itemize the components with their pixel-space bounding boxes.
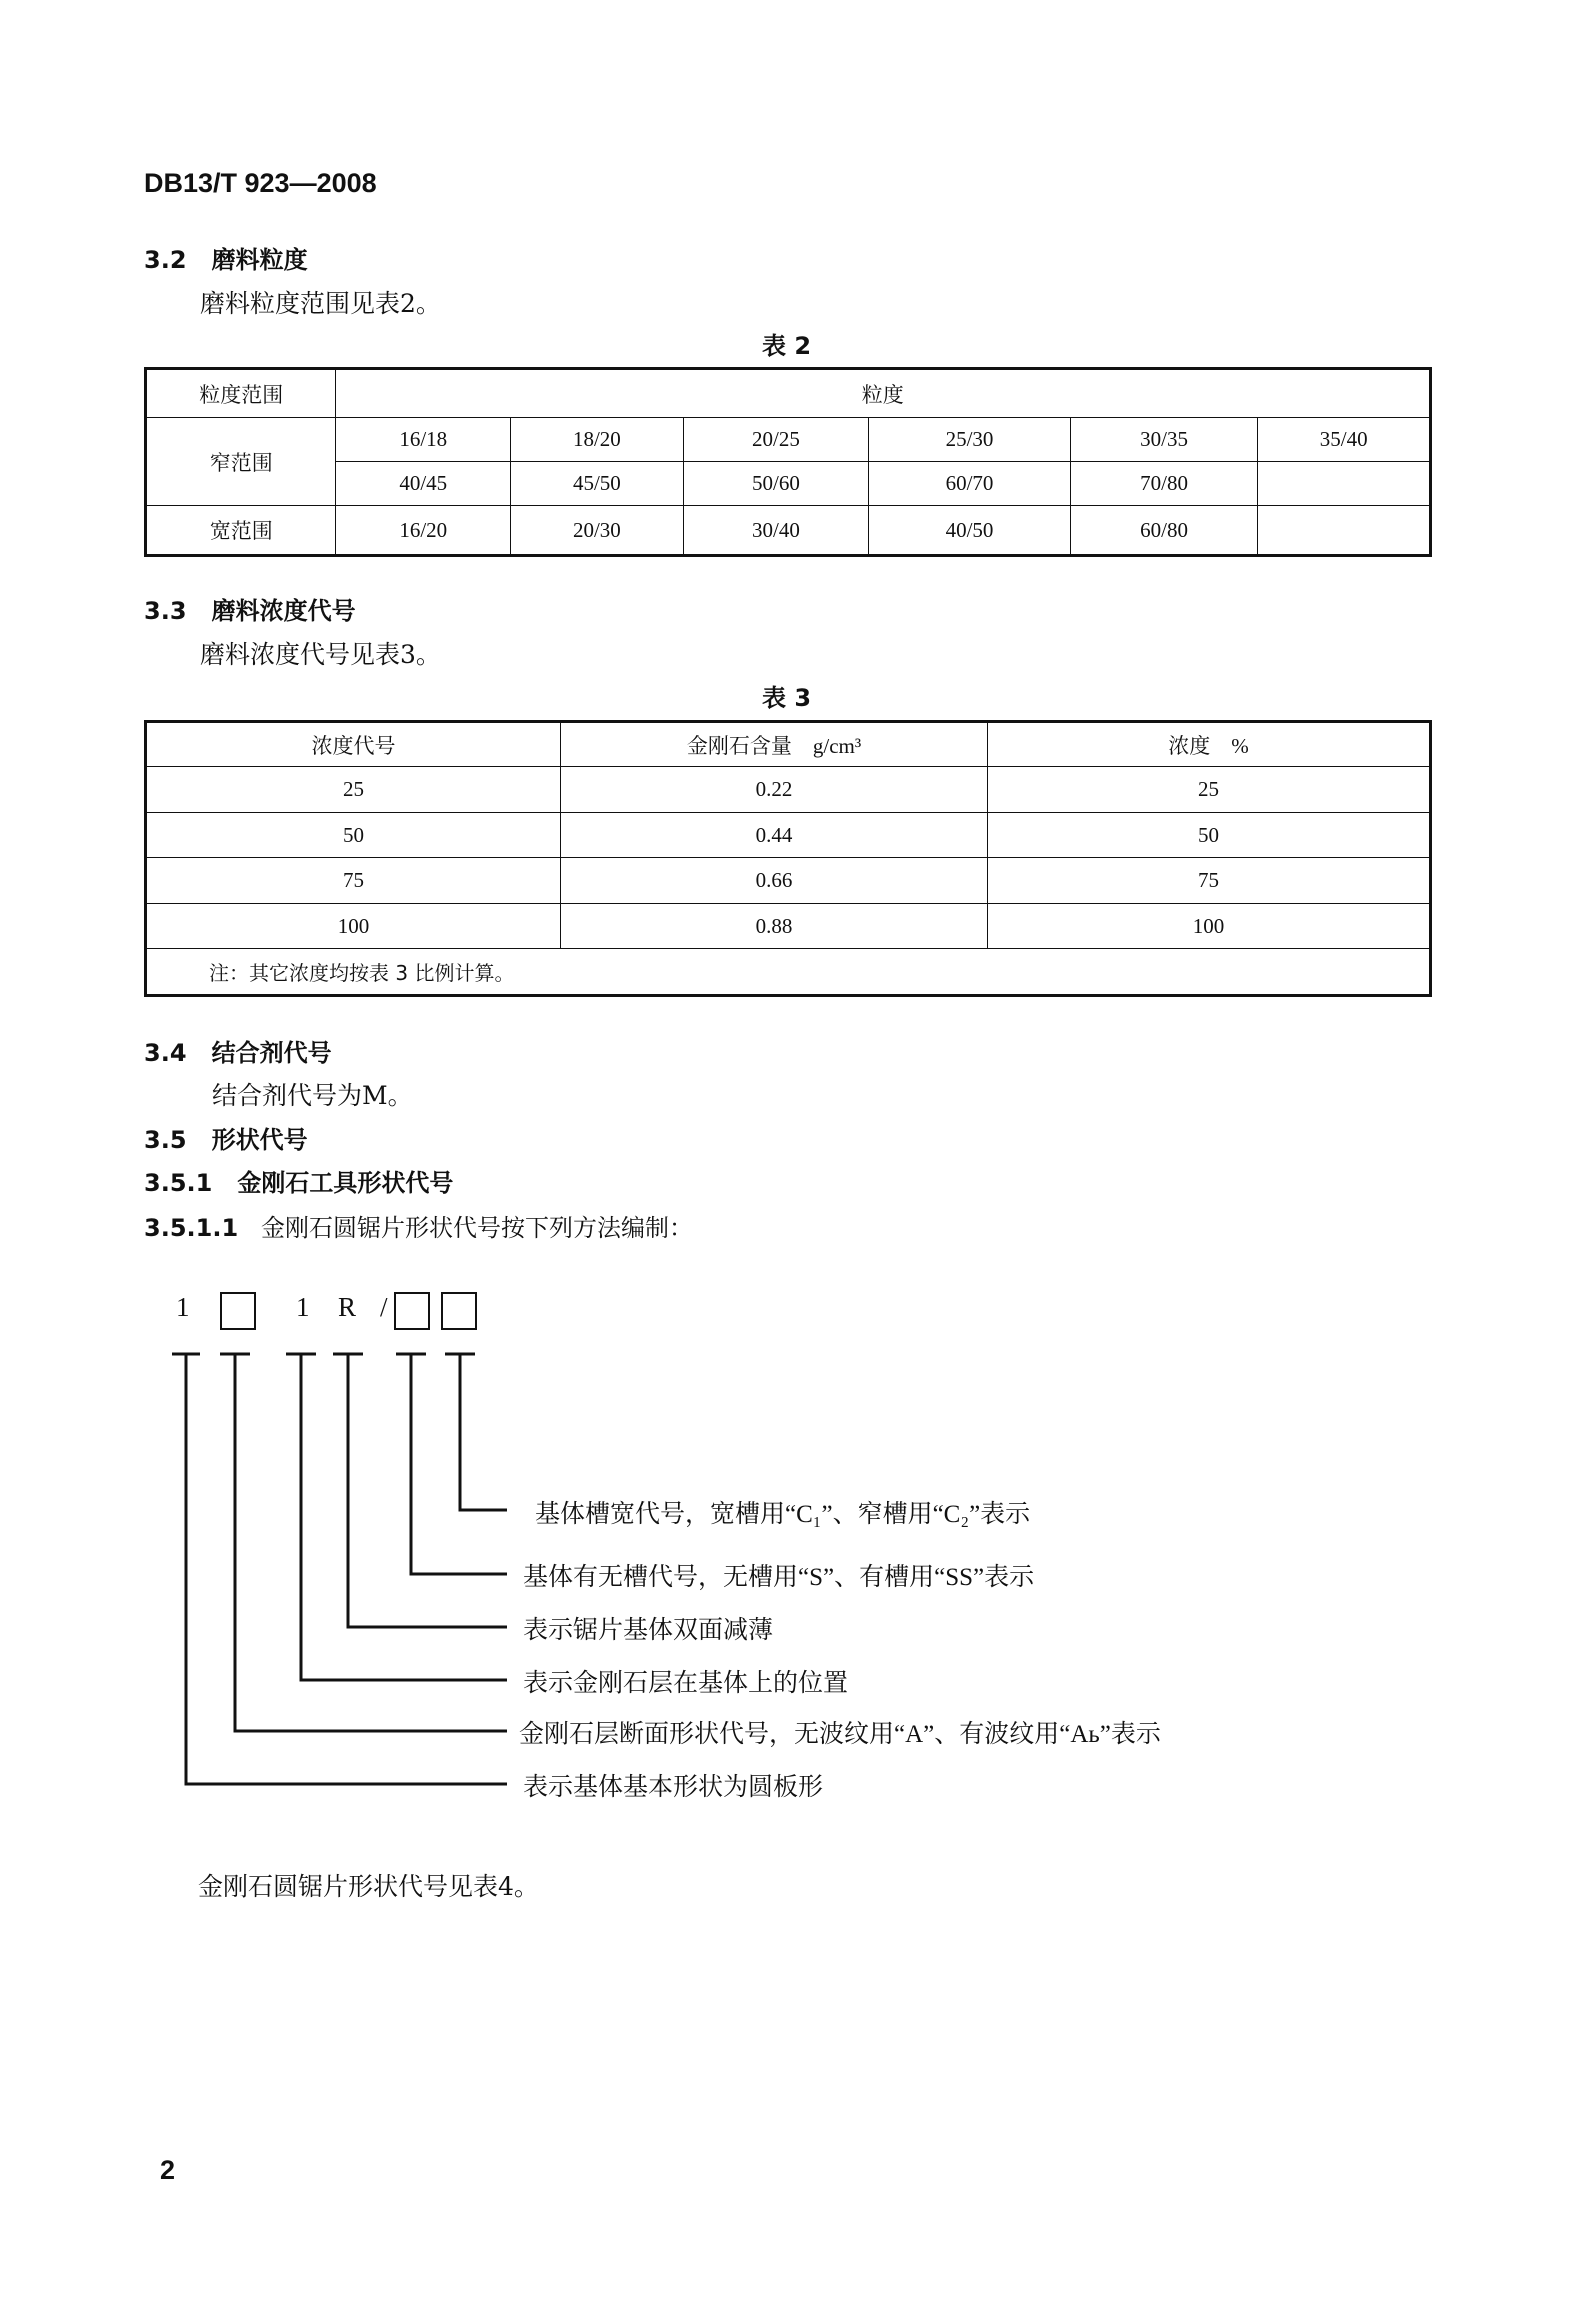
header-cell: 粒度范围 — [146, 369, 336, 418]
section-title: 结合剂代号 — [211, 1039, 332, 1067]
section-number: 3.5 — [144, 1126, 187, 1154]
cell: 20/30 — [511, 506, 684, 556]
diagram-label: 基体槽宽代号，宽槽用“C₁”、窄槽用“C₂”表示 — [535, 1501, 1031, 1528]
cell: 30/35 — [1070, 418, 1258, 462]
cell: 100 — [988, 904, 1431, 949]
cell: 75 — [146, 858, 561, 904]
section-title: 金刚石工具形状代号 — [237, 1169, 454, 1197]
cell: 25 — [146, 767, 561, 813]
cell: 0.22 — [561, 767, 988, 813]
document-id: DB13/T 923—2008 — [144, 168, 377, 198]
cell: 25 — [988, 767, 1431, 813]
row-label: 宽范围 — [146, 506, 336, 556]
connector-line — [172, 1354, 507, 1784]
cell: 60/70 — [869, 462, 1071, 506]
cell: 60/80 — [1070, 506, 1258, 556]
cell: 16/18 — [336, 418, 511, 462]
section-number: 3.2 — [144, 246, 187, 274]
cell: 45/50 — [511, 462, 684, 506]
cell: 75 — [988, 858, 1431, 904]
code-char-r: R — [338, 1292, 357, 1322]
cell: 16/20 — [336, 506, 511, 556]
code-char-1: 1 — [176, 1292, 190, 1322]
cell: 40/50 — [869, 506, 1071, 556]
cell: 25/30 — [869, 418, 1071, 462]
cell: 0.44 — [561, 813, 988, 858]
table3-caption: 表 3 — [762, 684, 812, 712]
connector-line — [220, 1354, 507, 1731]
cell: 50/60 — [683, 462, 869, 506]
connector-line — [396, 1354, 507, 1574]
cell: 0.66 — [561, 858, 988, 904]
section-number: 3.3 — [144, 597, 187, 625]
page-number: 2 — [160, 2155, 176, 2185]
connector-line — [286, 1354, 507, 1680]
table-note: 注：其它浓度均按表 3 比例计算。 — [146, 949, 1431, 996]
section-title: 磨料浓度代号 — [211, 597, 356, 625]
header-cell: 粒度 — [336, 369, 1431, 418]
header-cell: 金刚石含量 g/cm³ — [561, 722, 988, 767]
code-char-slash: / — [380, 1292, 388, 1322]
section-3-3-text: 磨料浓度代号见表3。 — [200, 640, 441, 669]
diagram-label: 金刚石层断面形状代号，无波纹用“A”、有波纹用“Aь”表示 — [519, 1721, 1161, 1748]
section-title: 形状代号 — [211, 1126, 308, 1154]
row-label: 窄范围 — [146, 418, 336, 506]
section-text: 金刚石圆锯片形状代号按下列方法编制： — [261, 1214, 694, 1242]
cell: 0.88 — [561, 904, 988, 949]
header-cell: 浓度代号 — [146, 722, 561, 767]
connector-line — [445, 1354, 507, 1510]
section-3-4-text: 结合剂代号为M。 — [212, 1081, 413, 1110]
cell: 50 — [146, 813, 561, 858]
cell: 20/25 — [683, 418, 869, 462]
table2-caption: 表 2 — [762, 332, 812, 360]
code-char-1b: 1 — [296, 1292, 310, 1322]
diagram-label: 基体有无槽代号，无槽用“S”、有槽用“SS”表示 — [523, 1564, 1035, 1591]
section-number: 3.4 — [144, 1039, 187, 1067]
header-cell: 浓度 % — [988, 722, 1431, 767]
connector-line — [333, 1354, 507, 1627]
closing-text: 金刚石圆锯片形状代号见表4。 — [198, 1872, 539, 1901]
diagram-label: 表示金刚石层在基体上的位置 — [523, 1670, 849, 1697]
cell: 50 — [988, 813, 1431, 858]
section-3-2-text: 磨料粒度范围见表2。 — [200, 289, 441, 318]
cell: 30/40 — [683, 506, 869, 556]
section-number: 3.5.1.1 — [144, 1214, 239, 1242]
diagram-label: 表示锯片基体双面减薄 — [523, 1617, 774, 1644]
cell: 18/20 — [511, 418, 684, 462]
cell: 35/40 — [1258, 418, 1431, 462]
cell: 100 — [146, 904, 561, 949]
diagram-label: 表示基体基本形状为圆板形 — [523, 1774, 824, 1801]
cell: 70/80 — [1070, 462, 1258, 506]
section-title: 磨料粒度 — [211, 246, 308, 274]
section-number: 3.5.1 — [144, 1169, 213, 1197]
cell: 40/45 — [336, 462, 511, 506]
